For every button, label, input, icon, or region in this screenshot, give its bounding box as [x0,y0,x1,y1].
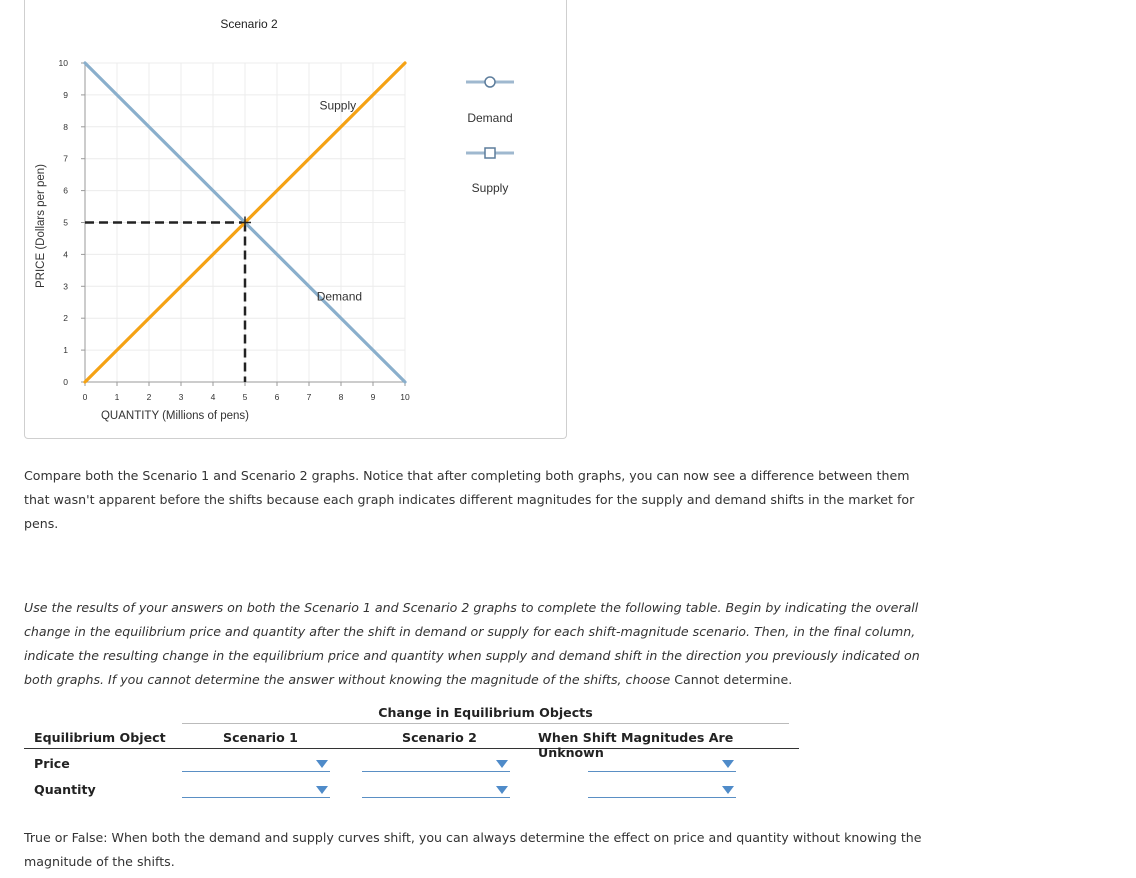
y-tick-label: 8 [63,121,68,132]
equilibrium-table [24,700,804,810]
row-label-quantity: Quantity [34,782,96,797]
supply-square-icon [485,148,495,158]
x-tick-label: 7 [306,392,312,402]
chevron-down-icon [496,760,508,768]
x-tick-label: 8 [338,392,344,402]
chevron-down-icon [496,786,508,794]
chevron-down-icon [316,760,328,768]
x-tick-label: 9 [370,392,376,402]
x-tick-label: 0 [82,392,88,402]
instructions-main: Use the results of your answers on both the Scenario 1 and Scenario 2 graphs to complete the following table. Begin by indicating the overall change in the equilibrium price and quantity after the shift in demand or supply for each shift-magnitude scenario. Then, in the final column, indicate the resulting change in the equilibrium price and quantity when supply and demand shift in the direction you previously indicated on both graphs. If you cannot determine the answer without knowing the magnitude of the shifts, choose [24,600,920,687]
y-axis-label: PRICE (Dollars per pen) [35,164,47,288]
x-tick-label: 10 [400,392,410,402]
legend-demand-label: Demand [467,111,513,125]
y-tick-label: 6 [63,185,68,196]
col-header-unknown: When Shift Magnitudes Are Unknown [538,730,734,760]
x-tick-label: 6 [274,392,280,402]
chevron-down-icon [722,760,734,768]
y-tick-label: 7 [63,153,68,164]
y-tick-label: 2 [63,313,68,324]
col-header-scenario-2: Scenario 2 [402,730,477,745]
compare-paragraph: Compare both the Scenario 1 and Scenario 2 graphs. Notice that after completing both graphs, you can now see a difference between them that wasn't apparent before the shifts because each graph indicates different magnitudes for the supply and demand shifts in the market for pens. [24,468,915,531]
row-label-price: Price [34,756,70,771]
price-unknown-dropdown[interactable] [588,757,736,772]
quantity-scenario-1-dropdown[interactable] [182,783,330,798]
legend-demand-tool[interactable] [466,77,514,125]
x-tick-label: 4 [210,392,216,402]
x-tick-label: 1 [114,392,120,402]
demand-circle-icon [485,77,495,87]
x-tick-label: 3 [178,392,184,402]
y-tick-label: 3 [63,281,68,292]
y-tick-label: 0 [63,377,68,387]
y-tick-label: 10 [58,58,68,68]
x-tick-label: 2 [146,392,152,402]
y-tick-label: 1 [63,345,68,356]
col-header-scenario-1: Scenario 1 [223,730,298,745]
true-false-question: True or False: When both the demand and supply curves shift, you can always determine the effect on price and quantity without knowing the magnitude of the shifts. [24,830,922,869]
legend[interactable] [466,77,514,195]
table-group-header: Change in Equilibrium Objects [182,705,789,724]
instructions-choice: Cannot determine [674,672,789,687]
price-scenario-2-dropdown[interactable] [362,757,510,772]
supply-curve-label: Supply [319,98,357,113]
supply-demand-chart[interactable] [25,0,566,438]
table-header-row [24,728,799,760]
y-tick-label: 4 [63,249,68,260]
legend-supply-tool[interactable] [466,148,514,195]
x-axis-label: QUANTITY (Millions of pens) [100,410,250,422]
y-tick-label: 9 [63,89,68,100]
chevron-down-icon [722,786,734,794]
instructions-end: . [788,672,793,687]
legend-supply-label: Supply [471,181,509,195]
x-tick-label: 5 [242,392,248,402]
instructions-paragraph [24,596,924,692]
price-scenario-1-dropdown[interactable] [182,757,330,772]
quantity-scenario-2-dropdown[interactable] [362,783,510,798]
graph-panel [24,0,567,439]
graph-title: Scenario 2 [220,17,278,31]
y-tick-label: 5 [63,217,68,228]
quantity-unknown-dropdown[interactable] [588,783,736,798]
demand-curve-label: Demand [316,289,363,304]
col-header-object: Equilibrium Object [34,730,166,745]
chevron-down-icon [316,786,328,794]
